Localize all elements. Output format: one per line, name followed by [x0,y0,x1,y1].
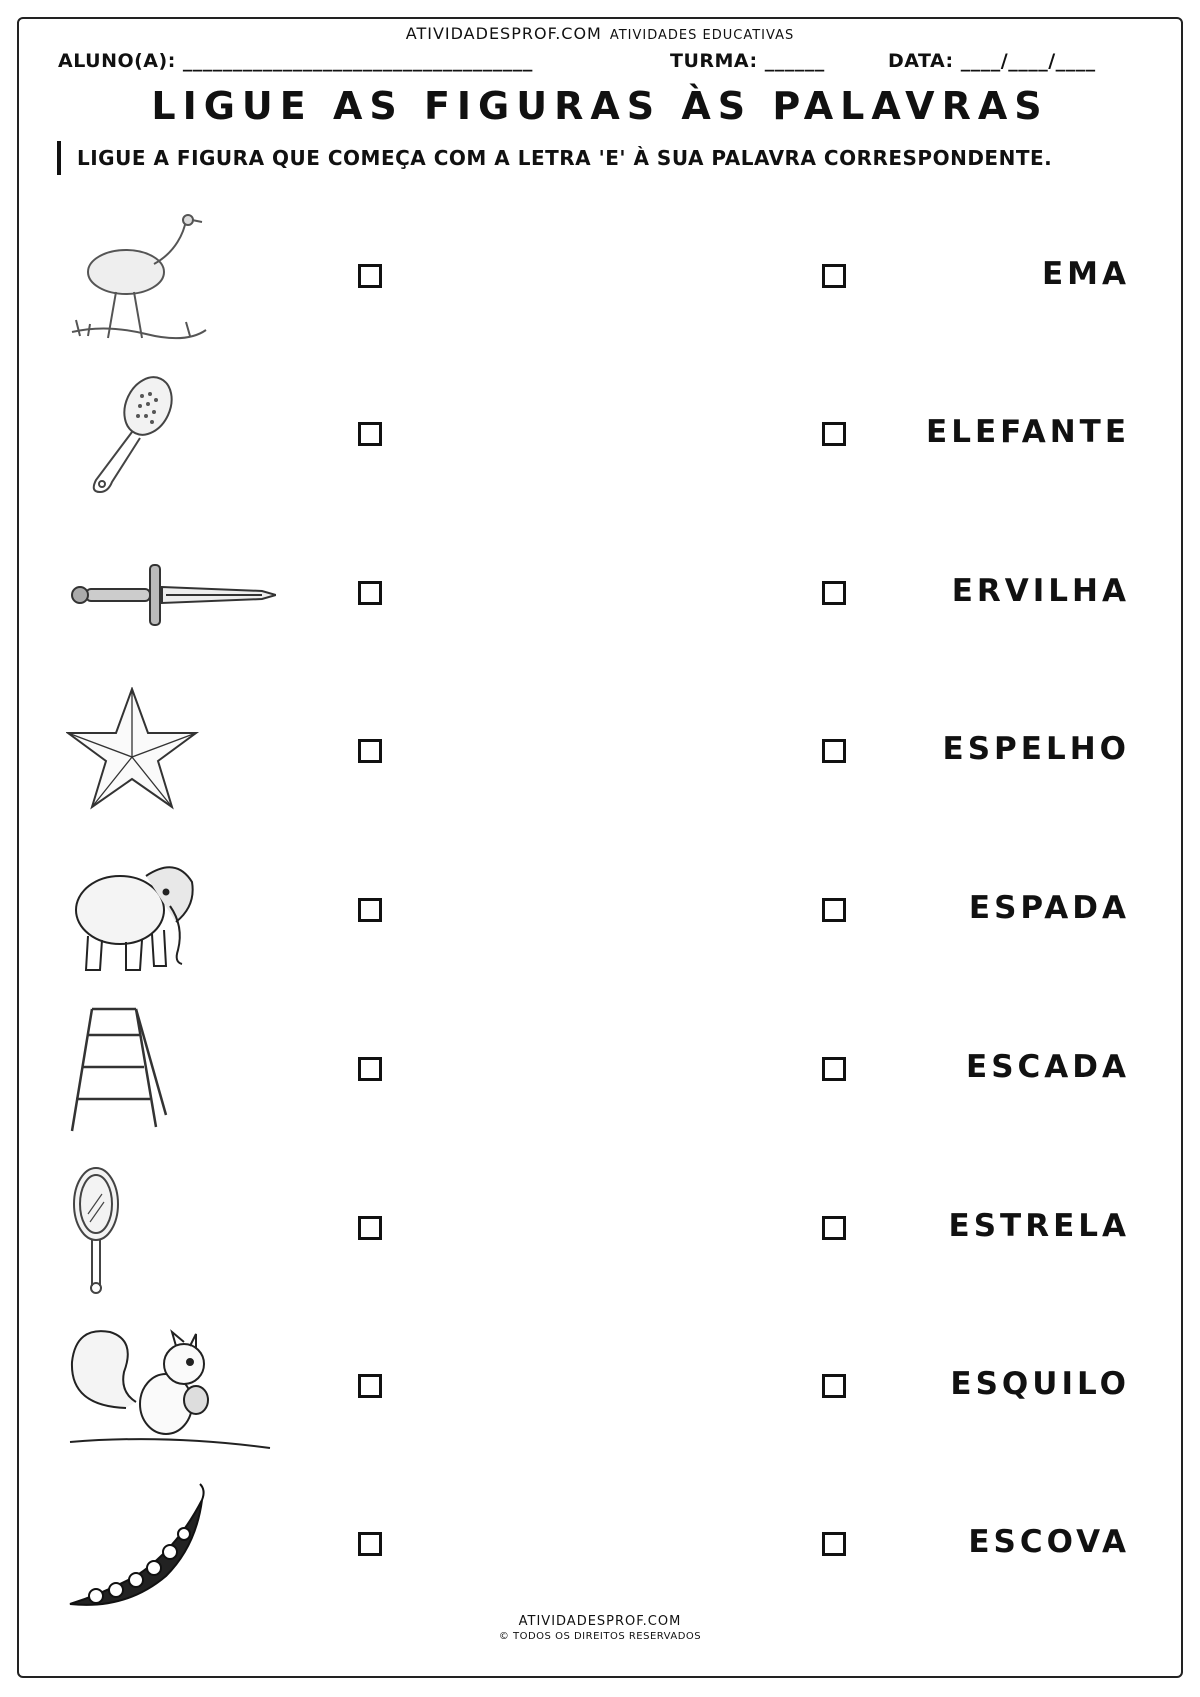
escova-icon [66,370,276,502]
word-label: ESCADA [966,1049,1130,1085]
elefante-icon [66,846,276,978]
left-checkbox[interactable] [358,1532,382,1556]
footer [0,1614,1200,1642]
data-field[interactable]: DATA: ____/____/____ [888,50,1096,72]
left-checkbox[interactable] [358,898,382,922]
page-title: LIGUE AS FIGURAS ÀS PALAVRAS [151,84,1049,128]
espada-icon [66,529,276,661]
ervilha-icon [66,1480,276,1612]
left-checkbox[interactable] [358,1216,382,1240]
right-checkbox[interactable] [822,739,846,763]
left-checkbox[interactable] [358,1057,382,1081]
footer-rights: © TODOS OS DIREITOS RESERVADOS [498,1631,702,1642]
word-label: ESPELHO [942,731,1130,767]
escada-icon [66,1005,276,1137]
right-checkbox[interactable] [822,581,846,605]
word-label: ESCOVA [968,1524,1130,1560]
right-checkbox[interactable] [822,422,846,446]
left-checkbox[interactable] [358,1374,382,1398]
espelho-icon [66,1164,276,1296]
site-tagline: ATIVIDADES EDUCATIVAS [609,28,795,43]
right-checkbox[interactable] [822,1532,846,1556]
site-name: ATIVIDADESPROF.COM [405,24,602,43]
word-label: ERVILHA [951,573,1130,609]
instruction: LIGUE A FIGURA QUE COMEÇA COM A LETRA 'E' À SUA PALAVRA CORRESPONDENTE. [57,141,1052,175]
word-label: ELEFANTE [926,414,1130,450]
right-checkbox[interactable] [822,1374,846,1398]
footer-site: ATIVIDADESPROF.COM [518,1614,682,1629]
word-label: ESQUILO [950,1366,1130,1402]
esquilo-icon [66,1322,276,1454]
left-checkbox[interactable] [358,264,382,288]
word-label: EMA [1041,256,1130,292]
aluno-field[interactable]: ALUNO(A): ___________________________________ [58,50,533,72]
right-checkbox[interactable] [822,898,846,922]
word-label: ESTRELA [948,1208,1130,1244]
right-checkbox[interactable] [822,1057,846,1081]
ema-icon [66,212,276,344]
right-checkbox[interactable] [822,1216,846,1240]
turma-field[interactable]: TURMA: ______ [670,50,825,72]
right-checkbox[interactable] [822,264,846,288]
word-label: ESPADA [968,890,1130,926]
left-checkbox[interactable] [358,422,382,446]
left-checkbox[interactable] [358,739,382,763]
left-checkbox[interactable] [358,581,382,605]
estrela-icon [66,687,276,819]
